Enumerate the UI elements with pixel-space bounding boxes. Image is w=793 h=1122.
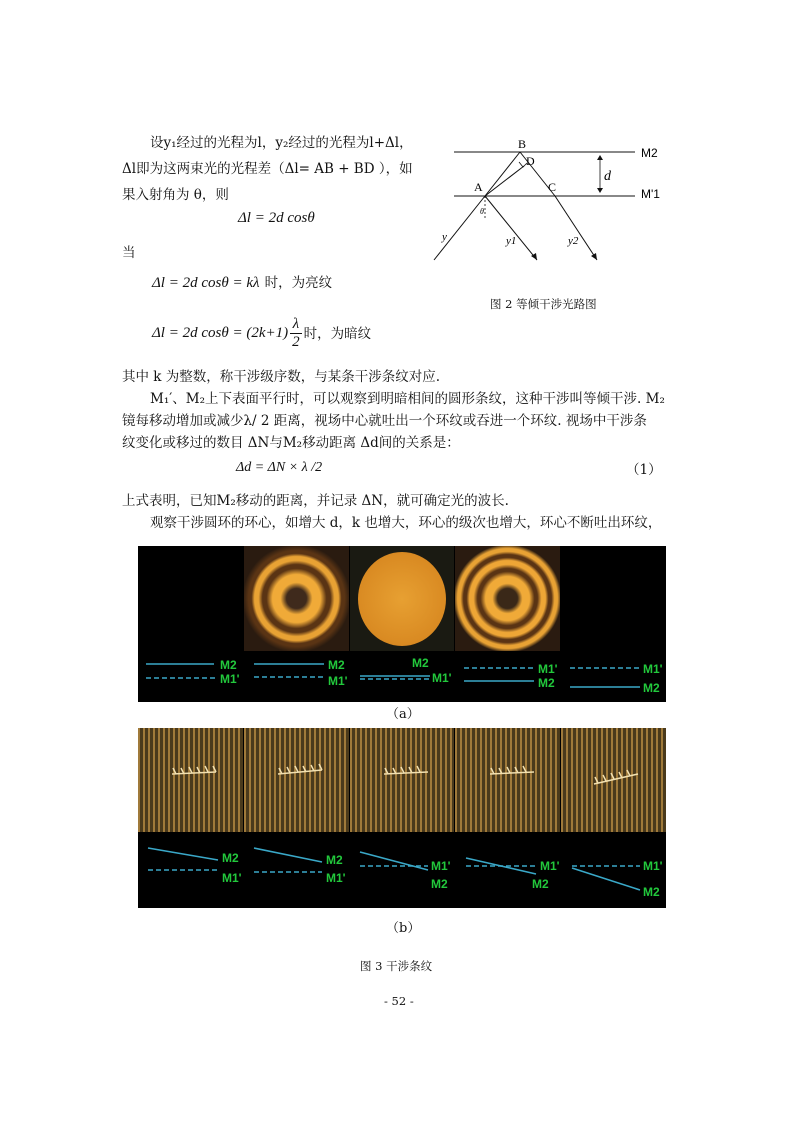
incident-ray-y [434, 196, 485, 260]
scale-marks-overlay [138, 728, 666, 832]
b-label-3-bottom: M2 [431, 877, 448, 891]
a-label-3-bottom: M1' [432, 671, 452, 685]
fig3b-mirror-strip [138, 832, 666, 908]
when-label: 当 [122, 245, 136, 261]
fig3-caption: 图 3 干涉条纹 [360, 959, 433, 973]
a-label-5-bottom: M2 [643, 681, 660, 695]
label-y: y [442, 231, 447, 243]
a-label-4-top: M1' [538, 662, 558, 676]
fringe-panel-1 [138, 546, 243, 651]
b-m2-line-5 [572, 868, 640, 890]
para-integer-k: 其中 k 为整数，称干涉级序数，与某条干涉条纹对应. [122, 369, 441, 385]
d-arrow-down [597, 188, 603, 193]
b-label-1-bottom: M1' [222, 871, 242, 885]
bright-condition [152, 272, 332, 294]
dark-condition [152, 316, 371, 351]
b-m2-line-2 [254, 848, 322, 862]
b-label-2-top: M2 [326, 853, 343, 867]
d-arrow-up [597, 155, 603, 160]
b-m2-line-3 [360, 852, 428, 870]
label-d: D [526, 154, 535, 168]
a-label-2-top: M2 [328, 658, 345, 672]
label-y1: y1 [506, 235, 517, 247]
fig3a-mirror-strip [138, 651, 666, 702]
b-label-1-top: M2 [222, 851, 239, 865]
fig3a-image [138, 546, 666, 702]
a-label-5-top: M1' [643, 662, 663, 676]
a-label-1-bottom: M1' [220, 672, 240, 686]
fraction-lambda-half [290, 316, 302, 351]
label-c: C [548, 180, 557, 194]
b-label-5-top: M1' [643, 859, 663, 873]
label-m1-prime: M'1 [641, 187, 660, 201]
label-d-spacing: d [604, 169, 611, 184]
fringe-panel-4 [455, 546, 560, 651]
para3-line1: M₁′、M₂上下表面平行时，可以观察到明暗相间的圆形条纹，这种干涉叫等倾干涉. M₂ [150, 391, 665, 407]
fig3b-image [138, 728, 666, 908]
fraction-numerator: λ [292, 316, 300, 332]
fig2-light-path-diagram [420, 132, 670, 272]
dark-text: 时，为暗纹 [303, 325, 372, 342]
para1-line2: Δl即为这两束光的光程差（Δl= AB + BD ），如 [122, 161, 413, 177]
para1-line1: 设y₁经过的光程为l，y₂经过的光程为l+Δl， [150, 135, 413, 151]
equation-dark: Δl = 2d cosθ = (2k+1) [152, 325, 289, 341]
scale-mark-5 [594, 770, 638, 784]
b-label-4-top: M1' [540, 859, 560, 873]
para3-line2: 镜每移动增加或减少λ/ 2 距离，视场中心就吐出一个环纹或吞进一个环纹. 视场中干涉条 [122, 413, 647, 429]
para3-line3: 纹变化或移过的数目 ΔN与M₂移动距离 Δd间的关系是： [122, 435, 460, 451]
b-label-4-bottom: M2 [532, 877, 549, 891]
fraction-denominator: 2 [292, 334, 300, 350]
ray-AD [485, 166, 524, 196]
b-label-5-bottom: M2 [643, 885, 660, 899]
page-number: - 52 - [384, 994, 414, 1008]
para-conclusion: 上式表明，已知M₂移动的距离，并记录 ΔN，就可确定光的波长. [122, 493, 509, 509]
para1-line3: 果入射角为 θ，则 [122, 187, 229, 203]
equation-1: Δd = ΔN × λ /2 [236, 460, 323, 475]
equation-path-difference: Δl = 2d cosθ [238, 210, 315, 226]
fringe-panel-3 [350, 546, 454, 651]
fringe-panel-5 [561, 546, 666, 651]
a-label-3-top: M2 [412, 656, 429, 670]
label-a: A [474, 180, 483, 194]
label-m2: M2 [641, 146, 658, 160]
a-label-2-bottom: M1' [328, 674, 348, 688]
fringe-panel-2 [244, 546, 349, 651]
ray-y2 [555, 196, 597, 260]
para-observe: 观察干涉圆环的环心，如增大 d，k 也增大，环心的级次也增大，环心不断吐出环纹， [150, 515, 662, 531]
fig3a-subcaption: （a） [386, 707, 420, 722]
equation-bright: Δl = 2d cosθ = kλ [152, 275, 260, 291]
b-label-3-top: M1' [431, 859, 451, 873]
a-label-4-bottom: M2 [538, 676, 555, 690]
arrow-y2 [591, 253, 597, 260]
label-b: B [518, 137, 527, 151]
uniform-field [358, 552, 446, 646]
label-y2: y2 [568, 235, 579, 247]
fig3b-subcaption: （b） [386, 921, 421, 936]
scale-mark-1 [172, 766, 216, 774]
b-m2-line-1 [148, 848, 218, 860]
b-label-2-bottom: M1' [326, 871, 346, 885]
fig2-caption: 图 2 等倾干涉光路图 [490, 297, 597, 311]
ray-y1 [485, 196, 537, 260]
equation-1-number: （1） [626, 462, 662, 478]
scale-mark-4 [490, 766, 534, 774]
scale-mark-3 [384, 766, 428, 774]
a-label-1-top: M2 [220, 658, 237, 672]
bright-text: 时，为亮纹 [264, 275, 333, 291]
ray-AB [485, 152, 520, 196]
scale-mark-2 [278, 764, 322, 774]
label-theta: θ [480, 207, 484, 216]
